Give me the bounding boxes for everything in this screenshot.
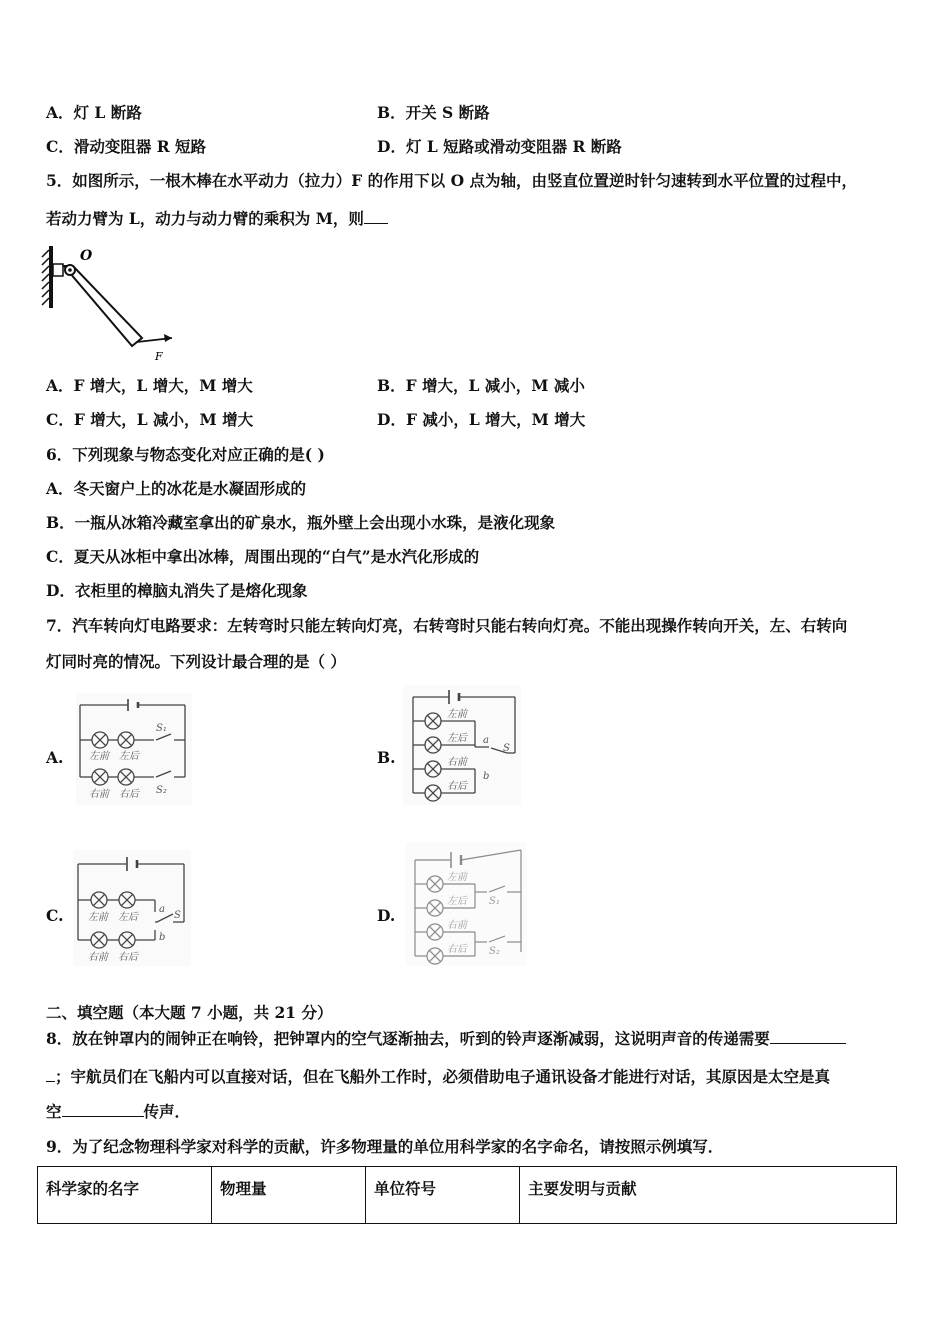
answer-blank: [364, 209, 388, 224]
q7-option-a-label: A.: [46, 748, 64, 767]
q4-option-c: C．滑动变阻器 R 短路: [46, 137, 207, 156]
svg-text:左后: 左后: [447, 896, 467, 907]
svg-text:b: b: [159, 932, 166, 943]
q5-option-d: D．F 减小，L 增大，M 增大: [377, 410, 586, 429]
circuit-diagram-d: [405, 842, 527, 966]
svg-text:右后: 右后: [118, 952, 138, 963]
q8-stem-line1: 8．放在钟罩内的闹钟正在响铃，把钟罩内的空气逐渐抽去，听到的铃声逐渐减弱，这说明声音的传递需要: [46, 1029, 846, 1049]
circuit-diagram-a: [76, 693, 192, 805]
svg-text:S: S: [174, 910, 181, 921]
q5-option-c: C．F 增大，L 减小，M 增大: [46, 410, 254, 429]
q5-stem-line2: 若动力臂为 L，动力与动力臂的乘积为 M，则: [46, 209, 388, 229]
svg-text:右后: 右后: [119, 789, 139, 800]
force-label-f: F: [155, 350, 163, 363]
lever-figure: [40, 242, 180, 368]
table-header-cell: 物理量: [212, 1167, 366, 1224]
svg-text:左前: 左前: [88, 912, 108, 923]
svg-text:左后: 左后: [118, 912, 138, 923]
q6-option-b: B．一瓶从冰箱冷藏室拿出的矿泉水，瓶外壁上会出现小水珠，是液化现象: [46, 513, 556, 532]
svg-text:右后: 右后: [447, 944, 467, 955]
q7-option-b-label: B.: [377, 748, 396, 767]
q9-stem: 9．为了纪念物理科学家对科学的贡献，许多物理量的单位用科学家的名字命名，请按照示例填写．: [46, 1137, 724, 1156]
section-heading-fill-in: 二、填空题（本大题 7 小题，共 21 分）: [46, 1003, 333, 1022]
svg-text:左前: 左前: [89, 751, 109, 762]
q8-stem-line2: ；宇航员们在飞船内可以直接对话，但在飞船外工作时，必须借助电子通讯设备才能进行对话，其原因是太空是真: [46, 1067, 830, 1087]
answer-blank: [62, 1102, 144, 1117]
svg-text:右前: 右前: [89, 789, 109, 800]
scientist-units-table: [37, 1166, 897, 1224]
svg-text:左后: 左后: [119, 751, 139, 762]
svg-text:a: a: [483, 735, 489, 746]
svg-text:左前: 左前: [447, 872, 467, 883]
q6-stem: 6．下列现象与物态变化对应正确的是( ): [46, 445, 325, 464]
svg-text:S: S: [503, 743, 510, 754]
q4-option-d: D．灯 L 短路或滑动变阻器 R 断路: [377, 137, 622, 156]
svg-text:右前: 右前: [447, 757, 467, 768]
circuit-diagram-c: [73, 850, 191, 966]
answer-blank: [770, 1029, 846, 1044]
circuit-diagram-b: [403, 685, 521, 805]
svg-text:左前: 左前: [447, 709, 467, 720]
svg-text:a: a: [159, 904, 165, 915]
q6-option-a: A．冬天窗户上的冰花是水凝固形成的: [46, 479, 307, 498]
svg-text:S₂: S₂: [489, 946, 500, 957]
q5-option-a: A．F 增大，L 增大，M 增大: [46, 376, 253, 395]
table-header-cell: 科学家的名字: [38, 1167, 212, 1224]
q5-stem-line1: 5．如图所示，一根木棒在水平动力（拉力）F 的作用下以 O 点为轴，由竖直位置逆时针匀速转到水平位置的过程中，: [46, 171, 857, 190]
q6-option-c: C．夏天从冰柜中拿出冰棒，周围出现的“白气”是水汽化形成的: [46, 547, 480, 566]
table-header-cell: 主要发明与贡献: [520, 1167, 897, 1224]
svg-text:S₂: S₂: [156, 785, 167, 796]
table-header-cell: 单位符号: [366, 1167, 520, 1224]
svg-text:S₁: S₁: [156, 723, 167, 734]
q7-stem-line2: 灯同时亮的情况。下列设计最合理的是（ ）: [46, 652, 346, 671]
q7-stem-line1: 7．汽车转向灯电路要求：左转弯时只能左转向灯亮，右转弯时只能右转向灯亮。不能出现操作转向开关，左、右转向: [46, 616, 848, 635]
svg-text:右前: 右前: [88, 952, 108, 963]
q5-option-b: B．F 增大，L 减小，M 减小: [377, 376, 585, 395]
q6-option-d: D．衣柜里的樟脑丸消失了是熔化现象: [46, 581, 308, 600]
svg-text:右前: 右前: [447, 920, 467, 931]
svg-text:右后: 右后: [447, 781, 467, 792]
q4-option-a: A．灯 L 断路: [46, 103, 142, 122]
answer-blank: [46, 1067, 55, 1082]
q7-option-c-label: C.: [46, 906, 64, 925]
svg-text:b: b: [483, 771, 490, 782]
svg-text:左后: 左后: [447, 733, 467, 744]
q4-option-b: B．开关 S 断路: [377, 103, 490, 122]
q8-stem-line3: 空 传声．: [46, 1102, 191, 1121]
table-header-row: [38, 1167, 897, 1224]
pivot-label-o: O: [80, 248, 93, 264]
q7-option-d-label: D.: [377, 906, 396, 925]
svg-text:S₁: S₁: [489, 896, 500, 907]
